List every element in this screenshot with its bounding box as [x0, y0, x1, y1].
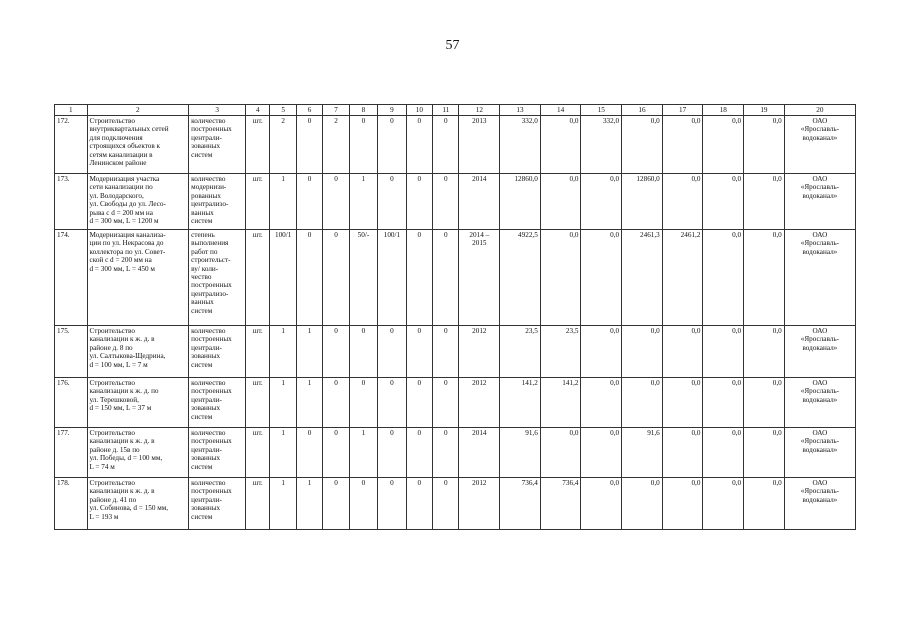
executor-cell-line: ОАО [812, 429, 828, 437]
value-cell: 0 [406, 230, 432, 326]
column-number-cell: 10 [406, 105, 432, 116]
value-cell: 0 [378, 116, 406, 174]
value-cell: 0 [296, 174, 322, 230]
table-row [55, 230, 856, 326]
value-cell: 1 [296, 478, 322, 530]
amount-cell: 0,0 [744, 428, 785, 478]
table-row [55, 326, 856, 378]
amount-cell: 0,0 [744, 230, 785, 326]
value-cell: 0 [378, 478, 406, 530]
executor-cell-line: «Ярославль- [800, 239, 839, 248]
amount-cell: 0,0 [622, 116, 663, 174]
measure-name-cell-line: ул. Свободы до ул. Лесо- [89, 200, 166, 209]
amount-cell: 0,0 [622, 326, 663, 378]
value-cell: 0 [323, 174, 349, 230]
value-cell: 0 [323, 326, 349, 378]
value-cell: 1 [270, 326, 296, 378]
amount-cell: 0,0 [662, 326, 703, 378]
measure-name-cell [87, 174, 189, 230]
measure-name-cell-line: сети канализации по [89, 183, 153, 192]
row-number-cell: 176. [55, 378, 88, 428]
measure-name-cell-line: ул. Володарского, [89, 191, 144, 200]
column-number-cell: 20 [784, 105, 855, 116]
value-cell: 0 [433, 174, 459, 230]
indicator-cell-line: количество [191, 429, 226, 437]
executor-cell-line: «Ярославль- [800, 487, 839, 496]
measure-name-cell-line: ской с d = 200 мм на [89, 256, 152, 265]
indicator-cell-line: зованных [191, 504, 221, 513]
value-cell: 1 [270, 428, 296, 478]
indicator-cell-line: построенных [191, 125, 232, 134]
executor-cell-line: ОАО [812, 327, 828, 335]
indicator-cell-line: централи- [191, 343, 222, 352]
executor-cell-line: ОАО [812, 175, 828, 183]
column-number-cell: 11 [433, 105, 459, 116]
amount-cell: 332,0 [500, 116, 541, 174]
executor-cell-line: «Ярославль- [800, 335, 839, 344]
indicator-cell-line: чество [191, 273, 212, 282]
value-cell: 0 [296, 230, 322, 326]
amount-cell: 736,4 [500, 478, 541, 530]
value-cell: 0 [406, 378, 432, 428]
amount-cell: 23,5 [500, 326, 541, 378]
period-cell-line: 2012 [472, 379, 487, 387]
period-cell-line: 2015 [472, 239, 487, 248]
indicator-cell [189, 478, 246, 530]
measure-name-cell-line: ул. Терешковой, [89, 395, 139, 404]
indicator-cell-line: количество [191, 479, 226, 487]
measure-name-cell-line: районе д. 41 по [89, 495, 137, 504]
row-number-cell: 178. [55, 478, 88, 530]
amount-cell: 12860,0 [622, 174, 663, 230]
indicator-cell-line: систем [191, 462, 213, 471]
amount-cell: 2461,3 [622, 230, 663, 326]
measure-name-cell-line: канализации к ж. д. в [89, 437, 155, 446]
column-number-cell: 7 [323, 105, 349, 116]
indicator-cell-line: систем [191, 150, 213, 159]
amount-cell: 0,0 [662, 174, 703, 230]
amount-cell: 2461,2 [662, 230, 703, 326]
measure-name-cell-line: Строительство [89, 327, 135, 335]
measure-name-cell-line: Модернизация участка [89, 175, 160, 183]
row-number-cell: 172. [55, 116, 88, 174]
measure-name-cell-line: Модернизация канализа- [89, 231, 166, 239]
column-number-cell: 12 [459, 105, 500, 116]
value-cell: 0 [433, 116, 459, 174]
executor-cell-line: водоканал» [802, 191, 838, 200]
amount-cell: 736,4 [540, 478, 581, 530]
period-cell [459, 116, 500, 174]
amount-cell: 0,0 [662, 478, 703, 530]
period-cell-line: 2012 [472, 327, 487, 335]
indicator-cell-line: централи- [191, 395, 222, 404]
amount-cell: 0,0 [581, 478, 622, 530]
row-number-cell: 173. [55, 174, 88, 230]
amount-cell: 0,0 [540, 428, 581, 478]
column-number-cell: 17 [662, 105, 703, 116]
indicator-cell [189, 116, 246, 174]
row-number-cell: 175. [55, 326, 88, 378]
measure-name-cell-line: L = 74 м [89, 462, 115, 471]
program-table [54, 104, 856, 530]
indicator-cell-line: централизо- [191, 200, 229, 209]
amount-cell: 0,0 [581, 428, 622, 478]
column-number-cell: 16 [622, 105, 663, 116]
measure-name-cell [87, 116, 189, 174]
measure-name-cell-line: коллектора по ул. Совет- [89, 247, 166, 256]
indicator-cell-line: построенных [191, 487, 232, 496]
amount-cell: 0,0 [703, 174, 744, 230]
measure-name-cell-line: L = 193 м [89, 512, 119, 521]
amount-cell: 0,0 [703, 478, 744, 530]
value-cell: 0 [433, 428, 459, 478]
value-cell: 0 [406, 174, 432, 230]
indicator-cell-line: централи- [191, 133, 222, 142]
amount-cell: 0,0 [581, 230, 622, 326]
indicator-cell-line: работ по [191, 247, 218, 256]
measure-name-cell [87, 378, 189, 428]
measure-name-cell-line: сетям канализации в [89, 150, 153, 159]
value-cell: 0 [433, 378, 459, 428]
executor-cell-line: «Ярославль- [800, 437, 839, 446]
measure-name-cell-line: строящихся объектов к [89, 142, 161, 151]
measure-name-cell [87, 428, 189, 478]
row-number-cell: 174. [55, 230, 88, 326]
amount-cell: 141,2 [540, 378, 581, 428]
period-cell [459, 378, 500, 428]
indicator-cell [189, 230, 246, 326]
indicator-cell-line: построенных [191, 387, 232, 396]
value-cell: 0 [323, 230, 349, 326]
period-cell-line: 2014 – [469, 231, 490, 239]
value-cell: 0 [323, 378, 349, 428]
value-cell: 100/1 [378, 230, 406, 326]
measure-name-cell-line: d = 100 мм, L = 7 м [89, 360, 148, 369]
indicator-cell-line: ву/ коли- [191, 264, 219, 273]
indicator-cell-line: зованных [191, 454, 221, 463]
indicator-cell-line: централи- [191, 445, 222, 454]
executor-cell [784, 174, 855, 230]
unit-cell: шт. [246, 478, 270, 530]
period-cell-line: 2014 [472, 429, 487, 437]
period-cell [459, 478, 500, 530]
column-number-row [55, 105, 856, 116]
measure-name-cell-line: рыва с d = 200 мм на [89, 208, 153, 217]
unit-cell: шт. [246, 230, 270, 326]
column-number-cell: 3 [189, 105, 246, 116]
column-number-cell: 5 [270, 105, 296, 116]
measure-name-cell-line: внутриквартальных сетей [89, 125, 169, 134]
measure-name-cell-line: канализации к ж. д. в [89, 487, 155, 496]
indicator-cell-line: построенных [191, 437, 232, 446]
executor-cell-line: ОАО [812, 379, 828, 387]
column-number-cell: 1 [55, 105, 88, 116]
indicator-cell-line: систем [191, 217, 213, 226]
executor-cell-line: водоканал» [802, 445, 838, 454]
amount-cell: 0,0 [703, 116, 744, 174]
measure-name-cell-line: районе д. 15в по [89, 445, 140, 454]
value-cell: 0 [378, 174, 406, 230]
table-row [55, 428, 856, 478]
amount-cell: 0,0 [540, 116, 581, 174]
measure-name-cell-line: ул. Победы, d = 100 мм, [89, 454, 163, 463]
executor-cell-line: водоканал» [802, 133, 838, 142]
executor-cell [784, 326, 855, 378]
measure-name-cell [87, 478, 189, 530]
value-cell: 1 [270, 478, 296, 530]
column-number-cell: 8 [349, 105, 377, 116]
executor-cell-line: водоканал» [802, 343, 838, 352]
amount-cell: 0,0 [744, 116, 785, 174]
value-cell: 1 [270, 174, 296, 230]
column-number-cell: 19 [744, 105, 785, 116]
measure-name-cell [87, 230, 189, 326]
executor-cell-line: водоканал» [802, 395, 838, 404]
column-number-cell: 4 [246, 105, 270, 116]
indicator-cell-line: построенных [191, 281, 232, 290]
value-cell: 2 [323, 116, 349, 174]
table-row [55, 116, 856, 174]
amount-cell: 0,0 [540, 174, 581, 230]
indicator-cell-line: систем [191, 360, 213, 369]
amount-cell: 0,0 [581, 174, 622, 230]
value-cell: 0 [378, 428, 406, 478]
amount-cell: 0,0 [622, 478, 663, 530]
unit-cell: шт. [246, 326, 270, 378]
value-cell: 0 [323, 478, 349, 530]
amount-cell: 0,0 [662, 378, 703, 428]
indicator-cell [189, 428, 246, 478]
value-cell: 0 [433, 230, 459, 326]
unit-cell: шт. [246, 428, 270, 478]
column-number-cell: 15 [581, 105, 622, 116]
indicator-cell-line: рованных [191, 191, 221, 200]
amount-cell: 0,0 [581, 378, 622, 428]
indicator-cell-line: количество [191, 175, 226, 183]
value-cell: 1 [270, 378, 296, 428]
value-cell: 0 [406, 326, 432, 378]
period-cell [459, 174, 500, 230]
value-cell: 0 [296, 428, 322, 478]
value-cell: 1 [296, 326, 322, 378]
indicator-cell [189, 174, 246, 230]
measure-name-cell-line: d = 300 мм, L = 450 м [89, 264, 155, 273]
value-cell: 1 [349, 174, 377, 230]
value-cell: 0 [406, 116, 432, 174]
amount-cell: 23,5 [540, 326, 581, 378]
indicator-cell-line: зованных [191, 352, 221, 361]
period-cell-line: 2014 [472, 175, 487, 183]
indicator-cell-line: ванных [191, 298, 214, 307]
amount-cell: 0,0 [540, 230, 581, 326]
amount-cell: 0,0 [703, 230, 744, 326]
row-number-cell: 177. [55, 428, 88, 478]
executor-cell [784, 478, 855, 530]
measure-name-cell-line: районе д. 8 по [89, 343, 133, 352]
column-number-cell: 6 [296, 105, 322, 116]
executor-cell-line: «Ярославль- [800, 387, 839, 396]
value-cell: 0 [378, 378, 406, 428]
amount-cell: 4922,5 [500, 230, 541, 326]
value-cell: 0 [406, 478, 432, 530]
value-cell: 0 [323, 428, 349, 478]
indicator-cell-line: строительст- [191, 256, 231, 265]
indicator-cell-line: систем [191, 412, 213, 421]
unit-cell: шт. [246, 116, 270, 174]
column-number-cell: 13 [500, 105, 541, 116]
measure-name-cell-line: ул. Салтыкова-Щедрина, [89, 352, 166, 361]
column-number-cell: 18 [703, 105, 744, 116]
amount-cell: 91,6 [622, 428, 663, 478]
measure-name-cell-line: Строительство [89, 379, 135, 387]
value-cell: 0 [349, 326, 377, 378]
measure-name-cell-line: Строительство [89, 479, 135, 487]
indicator-cell-line: зованных [191, 142, 221, 151]
table-row [55, 478, 856, 530]
measure-name-cell-line: d = 300 мм, L = 1200 м [89, 217, 159, 226]
value-cell: 0 [349, 116, 377, 174]
unit-cell: шт. [246, 174, 270, 230]
table-row [55, 174, 856, 230]
period-cell-line: 2013 [472, 117, 487, 125]
amount-cell: 0,0 [703, 378, 744, 428]
value-cell: 0 [406, 428, 432, 478]
amount-cell: 0,0 [744, 326, 785, 378]
indicator-cell-line: модернизи- [191, 183, 227, 192]
period-cell [459, 230, 500, 326]
measure-name-cell-line: канализации к ж. д. по [89, 387, 159, 396]
amount-cell: 0,0 [744, 378, 785, 428]
indicator-cell-line: систем [191, 512, 213, 521]
value-cell: 0 [378, 326, 406, 378]
amount-cell: 332,0 [581, 116, 622, 174]
measure-name-cell-line: Строительство [89, 117, 135, 125]
value-cell: 0 [349, 378, 377, 428]
indicator-cell-line: выполнения [191, 239, 229, 248]
measure-name-cell-line: ул. Собинова, d = 150 мм, [89, 504, 169, 513]
amount-cell: 91,6 [500, 428, 541, 478]
indicator-cell-line: степень [191, 231, 215, 239]
indicator-cell-line: систем [191, 306, 213, 315]
column-number-cell: 2 [87, 105, 189, 116]
period-cell-line: 2012 [472, 479, 487, 487]
executor-cell-line: «Ярославль- [800, 125, 839, 134]
value-cell: 1 [296, 378, 322, 428]
amount-cell: 0,0 [622, 378, 663, 428]
executor-cell-line: «Ярославль- [800, 183, 839, 192]
indicator-cell-line: ванных [191, 208, 214, 217]
value-cell: 1 [349, 428, 377, 478]
indicator-cell-line: зованных [191, 404, 221, 413]
value-cell: 0 [296, 116, 322, 174]
value-cell: 50/- [349, 230, 377, 326]
executor-cell-line: ОАО [812, 231, 828, 239]
unit-cell: шт. [246, 378, 270, 428]
measure-name-cell-line: ции по ул. Некрасова до [89, 239, 164, 248]
executor-cell [784, 116, 855, 174]
table-body [55, 105, 856, 530]
executor-cell [784, 378, 855, 428]
executor-cell-line: водоканал» [802, 495, 838, 504]
value-cell: 2 [270, 116, 296, 174]
table-row [55, 378, 856, 428]
amount-cell: 0,0 [703, 326, 744, 378]
executor-cell [784, 230, 855, 326]
amount-cell: 0,0 [744, 478, 785, 530]
indicator-cell-line: количество [191, 379, 226, 387]
indicator-cell-line: построенных [191, 335, 232, 344]
amount-cell: 0,0 [662, 428, 703, 478]
amount-cell: 0,0 [744, 174, 785, 230]
indicator-cell-line: централизо- [191, 289, 229, 298]
executor-cell [784, 428, 855, 478]
amount-cell: 0,0 [581, 326, 622, 378]
value-cell: 0 [433, 478, 459, 530]
indicator-cell [189, 326, 246, 378]
page-number: 57 [445, 38, 460, 53]
executor-cell-line: водоканал» [802, 247, 838, 256]
measure-name-cell [87, 326, 189, 378]
measure-name-cell-line: d = 150 мм, L = 37 м [89, 404, 152, 413]
column-number-cell: 14 [540, 105, 581, 116]
executor-cell-line: ОАО [812, 117, 828, 125]
value-cell: 0 [433, 326, 459, 378]
indicator-cell-line: централи- [191, 495, 222, 504]
amount-cell: 12860,0 [500, 174, 541, 230]
measure-name-cell-line: Ленинском районе [89, 159, 147, 168]
executor-cell-line: ОАО [812, 479, 828, 487]
column-number-cell: 9 [378, 105, 406, 116]
amount-cell: 0,0 [703, 428, 744, 478]
amount-cell: 141,2 [500, 378, 541, 428]
value-cell: 100/1 [270, 230, 296, 326]
measure-name-cell-line: канализации к ж. д. в [89, 335, 155, 344]
measure-name-cell-line: для подключения [89, 133, 143, 142]
amount-cell: 0,0 [662, 116, 703, 174]
indicator-cell-line: количество [191, 327, 226, 335]
indicator-cell-line: количество [191, 117, 226, 125]
period-cell [459, 428, 500, 478]
period-cell [459, 326, 500, 378]
measure-name-cell-line: Строительство [89, 429, 135, 437]
value-cell: 0 [349, 478, 377, 530]
indicator-cell [189, 378, 246, 428]
